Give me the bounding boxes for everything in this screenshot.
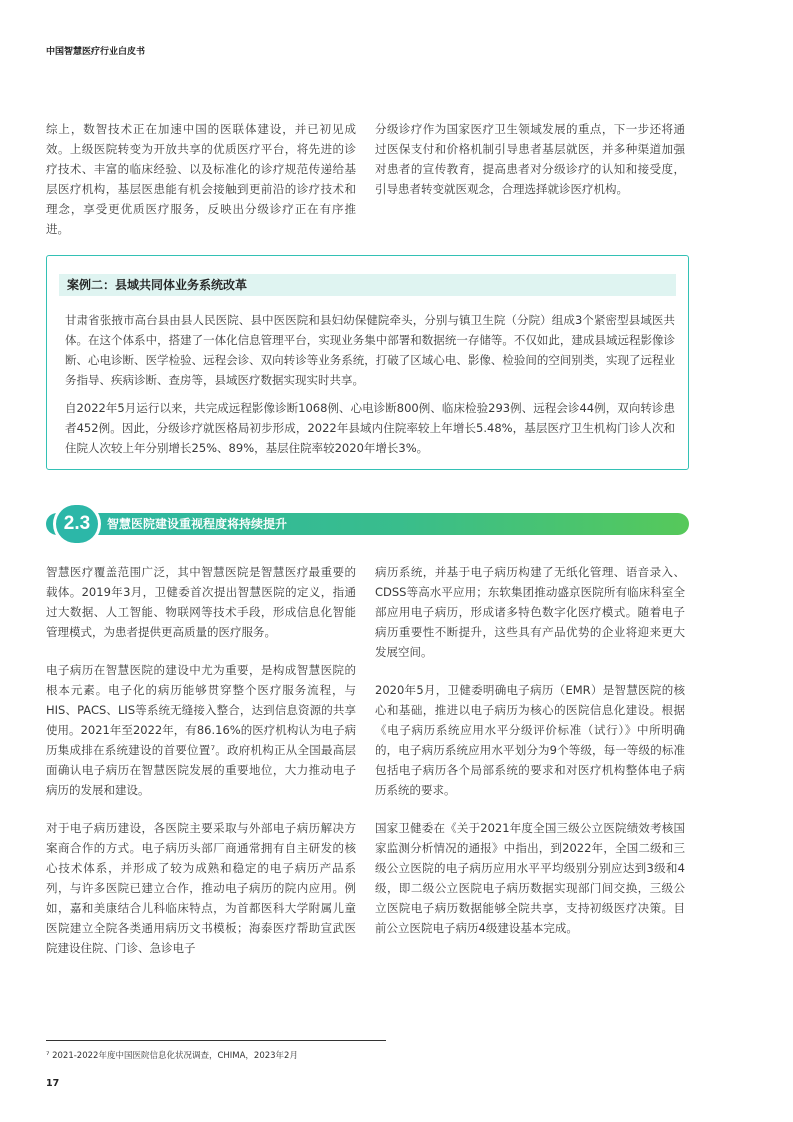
body-right-paragraph-3: 国家卫健委在《关于2021年度全国三级公立医院绩效考核国家监测分析情况的通报》中指出，到2022年，全国二级和三级公立医院的电子病历应用水平平均级别分别应达到3级和4级，即二级公立医院电子病历数据实现部门间交换，三级公立医院电子病历数据能够全院共享，支持初级医疗决策。目前公立医院电子病历4级建设基本完成。 — [375, 821, 685, 935]
body-right-paragraph-1: 病历系统，并基于电子病历构建了无纸化管理、语音录入、CDSS等高水平应用；东软集团推动盛京医院所有临床科室全部应用电子病历，形成诸多特色数字化医疗模式。随着电子病历重要性不断提升，这些具有产品优势的企业将迎来更大发展空间。 — [375, 565, 685, 659]
footnote: ⁷ 2021-2022年度中国医院信息化状况调查，CHIMA，2023年2月 — [46, 1051, 298, 1061]
case-paragraph-2: 自2022年5月运行以来，共完成远程影像诊断1068例、心电诊断800例、临床检验293例、远程会诊44例，双向转诊患者452例。因此，分级诊疗就医格局初步形成，2022年县域内住院率较上年增长5.48%，基层医疗卫生机构门诊人次和住院人次较上年分别增长25%、89%，基层住院率较2020年增长3%。 — [65, 401, 675, 455]
body-left-paragraph-3: 对于电子病历建设，各医院主要采取与外部电子病历解决方案商合作的方式。电子病历头部厂商通常拥有自主研发的核心技术体系，并形成了较为成熟和稳定的电子病历产品系列，与许多医院已建立合作，推动电子病历的院内应用。例如，嘉和美康结合儿科临床特点，为首都医科大学附属儿童医院建立全院各类通用病历文书模板；海泰医疗帮助宣武医院建设住院、门诊、急诊电子 — [46, 821, 356, 955]
intro-right-paragraph: 分级诊疗作为国家医疗卫生领域发展的重点，下一步还将通过医保支付和价格机制引导患者基层就医，并多种渠道加强对患者的宣传教育，提高患者对分级诊疗的认知和接受度，引导患者转变就医观念，合理选择就诊医疗机构。 — [375, 122, 685, 196]
footnote-divider — [46, 1040, 386, 1041]
body-right-column — [375, 562, 685, 956]
page-number: 17 — [46, 1078, 60, 1089]
intro-left-column — [46, 119, 356, 257]
intro-right-column — [375, 119, 685, 217]
body-left-column — [46, 562, 356, 976]
section-title: 智慧医院建设重视程度将持续提升 — [107, 517, 288, 531]
running-header: 中国智慧医疗行业白皮书 — [46, 47, 146, 57]
case-study-box — [46, 255, 689, 470]
case-paragraph-1: 甘肃省张掖市高台县由县人民医院、县中医医院和县妇幼保健院牵头，分别与镇卫生院（分院）组成3个紧密型县域医共体。在这个体系中，搭建了一体化信息管理平台，实现业务集中部署和数据统一存储等。不仅如此，建成县域远程影像诊断、心电诊断、医学检验、远程会诊、双向转诊等业务系统，打破了区域心电、影像、检验间的空间别类，实现了远程业务指导、疾病诊断、查房等，县域医疗数据实现实时共享。 — [65, 313, 675, 387]
section-number-badge: 2.3 — [56, 505, 98, 543]
intro-left-paragraph: 综上，数智技术正在加速中国的医联体建设，并已初见成效。上级医院转变为开放共享的优质医疗平台，将先进的诊疗技术、丰富的临床经验、以及标准化的诊疗规范传递给基层医疗机构，基层医患能有机会接触到更前沿的诊疗技术和理念，享受更优质医疗服务，反映出分级诊疗正在有序推进。 — [46, 122, 356, 236]
case-study-body — [65, 310, 675, 466]
case-study-title: 案例二：县域共同体业务系统改革 — [59, 274, 676, 296]
body-left-paragraph-1: 智慧医疗覆盖范围广泛，其中智慧医院是智慧医疗最重要的载体。2019年3月，卫健委首次提出智慧医院的定义，指通过大数据、人工智能、物联网等技术手段，形成信息化智能管理模式，为患者提供更高质量的医疗服务。 — [46, 565, 356, 639]
body-right-paragraph-2: 2020年5月，卫健委明确电子病历（EMR）是智慧医院的核心和基础，推进以电子病历为核心的医院信息化建设。根据《电子病历系统应用水平分级评价标准（试行）》中所明确的，电子病历系统应用水平划分为9个等级，每一等级的标准包括电子病历各个局部系统的要求和对医疗机构整体电子病历系统的要求。 — [375, 683, 685, 797]
body-left-paragraph-2: 电子病历在智慧医院的建设中尤为重要，是构成智慧医院的根本元素。电子化的病历能够贯穿整个医疗服务流程，与HIS、PACS、LIS等系统无缝接入整合，达到信息资源的共享使用。2021年至2022年，有86.16%的医疗机构认为电子病历集成排在系统建设的首要位置⁷。政府机构正从全国最高层面确认电子病历在智慧医院发展的重要地位，大力推动电子病历的发展和建设。 — [46, 663, 356, 797]
